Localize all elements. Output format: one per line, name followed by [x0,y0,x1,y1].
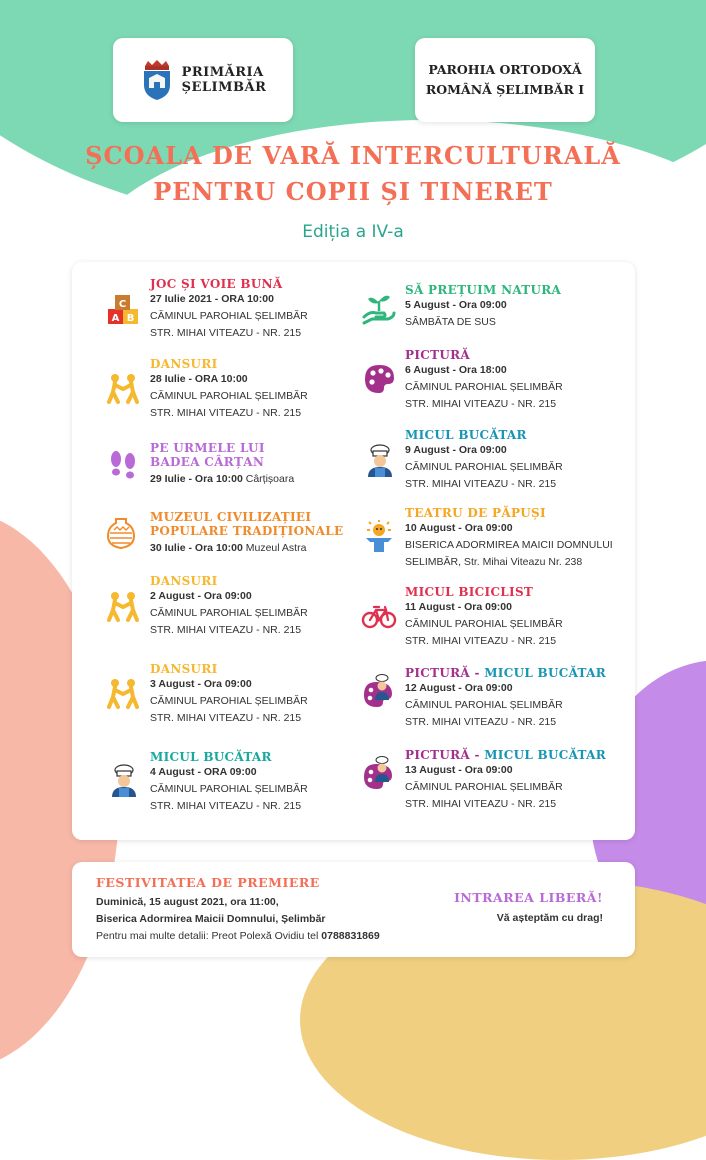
event-title-part2: MICUL BUCĂTAR [484,666,607,680]
event-date-text: 10 August - Ora 09:00 [405,522,513,534]
event-date-text: 3 August - Ora 09:00 [150,678,252,690]
footer-line3 [96,928,380,945]
event-date-text: 2 August - Ora 09:00 [150,590,252,602]
event-title: DANSURI [150,574,218,588]
event-date-text: 4 August - ORA 09:00 [150,766,257,778]
event-date [150,588,385,605]
event-sa-pretuim-natura [405,283,640,331]
event-date-text: 5 August - Ora 09:00 [405,299,507,311]
event-date [405,442,640,459]
event-date [150,371,385,388]
event-title: MICUL BUCĂTAR [150,750,272,764]
palette-icon [362,362,396,396]
event-micul-biciclist [405,585,640,650]
event-date [405,297,640,314]
parohia-line2: ROMÂNĂ ȘELIMBĂR I [425,82,585,97]
event-line2: CĂMINUL PAROHIAL ȘELIMBĂR [405,381,563,393]
event-date-text: 9 August - Ora 09:00 [405,444,507,456]
event-pictura-micul-bucatar-13-august [405,748,640,813]
event-date [150,471,385,488]
event-date-text: 6 August - Ora 18:00 [405,364,507,376]
svg-text:A: A [111,313,120,324]
event-date [150,540,385,557]
chef-icon [107,764,141,798]
event-line2: CĂMINUL PAROHIAL ȘELIMBĂR [405,618,563,630]
footer-line2: Biserica Adormirea Maicii Domnului, Șelimbăr [96,913,326,925]
event-line3: STR. MIHAI VITEAZU - NR. 215 [150,327,302,339]
event-date-text: 13 August - Ora 09:00 [405,764,513,776]
toy-blocks-icon [106,293,140,327]
event-date-text: 30 Iulie - Ora 10:00 [150,542,243,554]
event-pictura-6-august [405,348,640,413]
event-title-2: POPULARE TRADIȚIONALE [150,524,344,538]
event-micul-bucatar-4-august [150,750,385,815]
plant-hand-icon [362,291,396,325]
event-line3: STR. MIHAI VITEAZU - NR. 215 [405,478,557,490]
parohia-logo-card [415,38,595,122]
event-date-text: 28 Iulie - ORA 10:00 [150,373,248,385]
parohia-line1: PAROHIA ORTODOXĂ [428,62,582,77]
event-line2: CĂMINUL PAROHIAL ȘELIMBĂR [150,783,308,795]
event-dansuri-28-iulie [150,357,385,422]
coat-of-arms-icon [140,60,174,100]
event-line3: STR. MIHAI VITEAZU - NR. 215 [405,716,557,728]
footer-contact-text: Pentru mai multe detalii: Preot Polexă Ovidiu tel [96,930,322,942]
event-line2: CĂMINUL PAROHIAL ȘELIMBĂR [405,461,563,473]
event-title-part2: MICUL BUCĂTAR [484,748,607,762]
primaria-line1: PRIMĂRIA [181,65,264,80]
footprints-icon [106,447,140,481]
event-muzeul-civilizatiei [150,510,385,557]
event-line2: CĂMINUL PAROHIAL ȘELIMBĂR [405,781,563,793]
event-title [405,748,640,762]
event-line3: STR. MIHAI VITEAZU - NR. 215 [405,398,557,410]
vase-icon [104,516,138,550]
bicycle-icon [360,598,398,632]
footer-phone: 0788831869 [321,930,380,942]
event-date [150,676,385,693]
event-date [405,520,635,537]
dancers-icon [106,677,140,711]
event-title: PE URMELE LUI [150,441,265,455]
event-title: SĂ PREȚUIM NATURA [405,283,562,297]
event-place: Cârțișoara [245,473,295,485]
chef-icon [363,444,397,478]
dancers-icon [106,372,140,406]
event-date [150,291,385,308]
event-pe-urmele-lui-badea-cartan [150,441,385,488]
event-title-2: BADEA CÂRȚAN [150,455,265,469]
event-title-separator: - [469,666,485,680]
footer-card [72,862,635,957]
event-line3: STR. MIHAI VITEAZU - NR. 215 [150,407,302,419]
event-dansuri-2-august [150,574,385,639]
primaria-logo-card [113,38,293,122]
footer-title: FESTIVITATEA DE PREMIERE [96,875,320,890]
dancers-icon [106,590,140,624]
event-date-text: 12 August - Ora 09:00 [405,682,513,694]
event-title-part1: PICTURĂ [405,666,470,680]
event-pictura-micul-bucatar-12-august [405,666,640,731]
svg-text:B: B [126,313,135,324]
event-date [405,362,640,379]
event-place: Muzeul Astra [245,542,307,554]
event-title: DANSURI [150,662,218,676]
event-date [405,680,640,697]
title-line1: ȘCOALA DE VARĂ INTERCULTURALĂ [85,141,621,170]
event-line2: SÂMBĂTA DE SUS [405,316,496,328]
palette-chef-icon [362,756,396,790]
event-teatru-de-papusi [405,506,635,571]
event-line3: STR. MIHAI VITEAZU - NR. 215 [150,800,302,812]
event-date-text: 29 Iulie - Ora 10:00 [150,473,243,485]
event-date [405,762,640,779]
event-joc-si-voie-buna [150,277,385,342]
event-title [405,666,640,680]
event-micul-bucatar-9-august [405,428,640,493]
event-title: JOC ȘI VOIE BUNĂ [150,277,283,291]
event-title: TEATRU DE PĂPUȘI [405,506,546,520]
event-line3: SELIMBĂR, Str. Mihai Viteazu Nr. 238 [405,556,583,568]
puppet-icon [362,520,396,554]
event-line3: STR. MIHAI VITEAZU - NR. 215 [405,635,557,647]
event-title: MUZEUL CIVILIZAȚIEI [150,510,312,524]
event-line3: STR. MIHAI VITEAZU - NR. 215 [150,712,302,724]
event-line2: CĂMINUL PAROHIAL ȘELIMBĂR [405,699,563,711]
welcome-text: Vă așteptăm cu drag! [496,912,603,924]
event-dansuri-3-august [150,662,385,727]
event-date [405,599,640,616]
title-line2: PENTRU COPII ȘI TINERET [153,177,553,206]
event-title-part1: PICTURĂ [405,748,470,762]
primaria-line2: ȘELIMBĂR [181,80,267,95]
svg-text:C: C [118,299,127,310]
event-date-text: 27 Iulie 2021 - ORA 10:00 [150,293,274,305]
event-line2: BISERICA ADORMIREA MAICII DOMNULUI [405,539,613,551]
event-date [150,764,385,781]
event-line2: CĂMINUL PAROHIAL ȘELIMBĂR [150,310,308,322]
event-line3: STR. MIHAI VITEAZU - NR. 215 [405,798,557,810]
event-line2: CĂMINUL PAROHIAL ȘELIMBĂR [150,607,308,619]
event-line2: CĂMINUL PAROHIAL ȘELIMBĂR [150,695,308,707]
free-entry: INTRAREA LIBERĂ! [454,890,603,905]
event-title-separator: - [469,748,485,762]
event-line2: CĂMINUL PAROHIAL ȘELIMBĂR [150,390,308,402]
event-line3: STR. MIHAI VITEAZU - NR. 215 [150,624,302,636]
event-title: DANSURI [150,357,218,371]
event-title: MICUL BUCĂTAR [405,428,527,442]
event-title: MICUL BICICLIST [405,585,534,599]
event-title: PICTURĂ [405,348,470,362]
edition: Ediția a IV-a [302,222,404,242]
palette-chef-icon [362,674,396,708]
event-date-text: 11 August - Ora 09:00 [405,601,512,613]
footer-line1: Duminică, 15 august 2021, ora 11:00, [96,896,279,908]
